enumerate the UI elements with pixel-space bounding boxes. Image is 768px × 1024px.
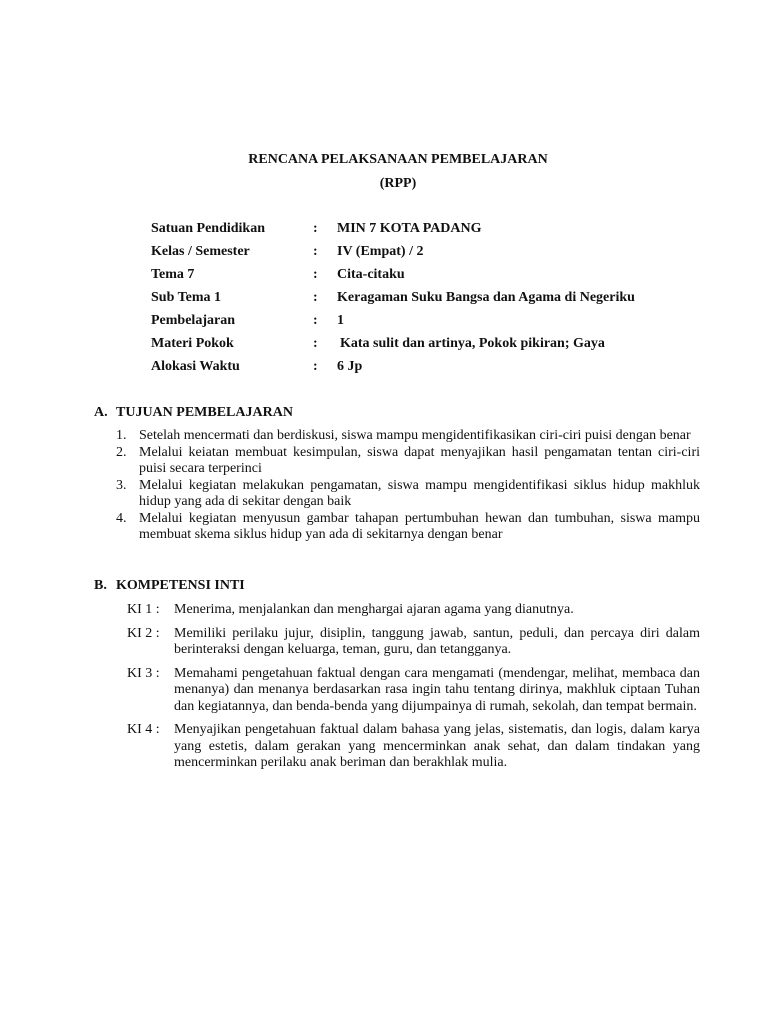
objectives-list xyxy=(116,428,700,544)
section-heading-tujuan xyxy=(94,405,293,422)
section-title: KOMPETENSI INTI xyxy=(116,578,245,593)
competency-label: KI 3 : xyxy=(127,665,160,681)
section-letter: A. xyxy=(94,405,108,420)
identity-colon: : xyxy=(313,336,318,351)
list-number: 3. xyxy=(116,477,127,493)
list-number: 1. xyxy=(116,428,127,443)
document-title: RENCANA PELAKSANAAN PEMBELAJARAN xyxy=(248,152,548,167)
competency-text: Memiliki perilaku jujur, disiplin, tanggung jawab, santun, peduli, dan percaya diri dalam berinteraksi dengan keluarga, teman, guru, dan tetangganya. xyxy=(174,625,700,657)
list-number: 2. xyxy=(116,444,127,460)
competency-item xyxy=(127,666,700,716)
identity-colon: : xyxy=(313,244,318,259)
identity-label: Kelas / Semester xyxy=(151,244,250,259)
competency-label: KI 1 : xyxy=(127,602,160,617)
identity-value: IV (Empat) / 2 xyxy=(337,244,424,259)
identity-label: Tema 7 xyxy=(151,267,195,282)
list-text: Melalui kegiatan menyusun gambar tahapan pertumbuhan hewan dan tumbuhan, siswa mampu membuat skema siklus hidup yan ada di sekitarnya dengan benar xyxy=(139,510,700,542)
identity-label: Sub Tema 1 xyxy=(151,290,222,305)
identity-label: Alokasi Waktu xyxy=(151,359,240,374)
identity-value: 1 xyxy=(337,313,344,328)
competency-item xyxy=(127,626,700,659)
list-text: Melalui keiatan membuat kesimpulan, siswa dapat menyajikan hasil pengamatan tentan ciri-ciri puisi secara terperinci xyxy=(139,444,700,476)
identity-value: Kata sulit dan artinya, Pokok pikiran; Gaya xyxy=(340,336,605,351)
list-item xyxy=(116,428,700,445)
list-number: 4. xyxy=(116,510,127,526)
identity-colon: : xyxy=(313,267,318,282)
identity-value: Keragaman Suku Bangsa dan Agama di Negeriku xyxy=(337,290,635,305)
competency-label: KI 2 : xyxy=(127,625,160,641)
identity-value: 6 Jp xyxy=(337,359,363,374)
competency-item xyxy=(127,602,700,619)
competency-label: KI 4 : xyxy=(127,722,160,737)
list-item xyxy=(116,445,700,478)
competency-item xyxy=(127,722,700,772)
identity-colon: : xyxy=(313,313,318,328)
identity-label: Pembelajaran xyxy=(151,313,235,328)
identity-label: Materi Pokok xyxy=(151,336,234,351)
identity-colon: : xyxy=(313,221,318,236)
list-text: Melalui kegiatan melakukan pengamatan, siswa mampu mengidentifikasi siklus hidup makhluk hidup yang ada di sekitar dengan baik xyxy=(139,477,700,509)
competency-list xyxy=(127,602,700,779)
section-title: TUJUAN PEMBELAJARAN xyxy=(116,405,293,420)
identity-colon: : xyxy=(313,359,318,374)
identity-value: Cita-citaku xyxy=(337,267,405,282)
list-item xyxy=(116,478,700,511)
competency-text: Menyajikan pengetahuan faktual dalam bahasa yang jelas, sistematis, dan logis, dalam karya yang estetis, dalam gerakan yang mencerminkan anak sehat, dan dalam tindakan yang mencerminkan perilaku anak beriman dan berakhlak mulia. xyxy=(174,722,700,770)
section-heading-kompetensi-inti xyxy=(94,578,245,595)
identity-label: Satuan Pendidikan xyxy=(151,221,265,236)
identity-colon: : xyxy=(313,290,318,305)
document-subtitle: (RPP) xyxy=(379,176,417,191)
competency-text: Menerima, menjalankan dan menghargai ajaran agama yang dianutnya. xyxy=(174,602,574,617)
section-letter: B. xyxy=(94,578,107,593)
list-item xyxy=(116,511,700,544)
competency-text: Memahami pengetahuan faktual dengan cara mengamati (mendengar, melihat, membaca dan menanya) dan menanya berdasarkan rasa ingin tahu tentang dirinya, makhluk ciptaan Tuhan dan kegiatannya, dan benda-benda yang dijumpainya di rumah, sekolah, dan tempat bermain. xyxy=(174,665,700,714)
identity-value: MIN 7 KOTA PADANG xyxy=(337,221,482,236)
list-text: Setelah mencermati dan berdiskusi, siswa mampu mengidentifikasikan ciri-ciri puisi dengan benar xyxy=(139,428,691,443)
